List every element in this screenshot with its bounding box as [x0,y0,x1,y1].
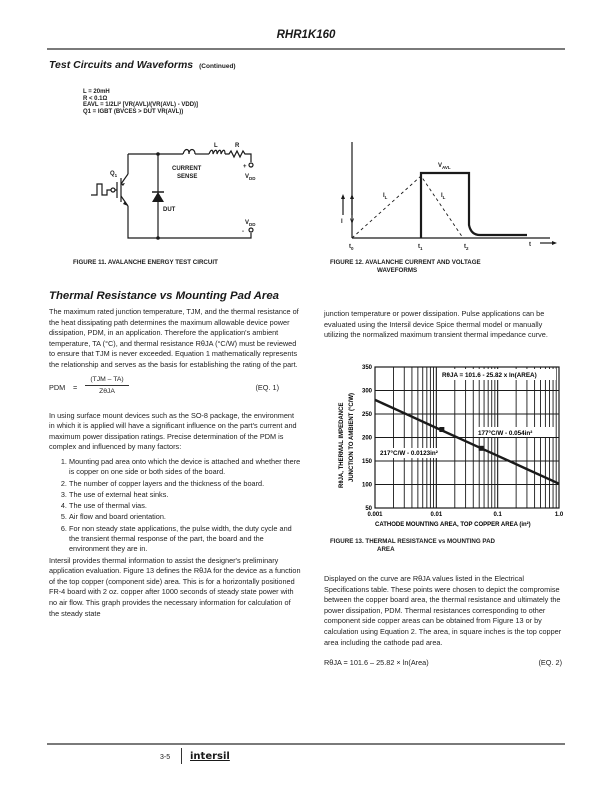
x-axis-label: CATHODE MOUNTING AREA, TOP COPPER AREA (in²) [375,522,531,528]
label-minus: - [242,229,244,235]
figure13-caption: FIGURE 13. THERMAL RESISTANCE vs MOUNTING PAD AREA [330,538,496,553]
x-tick-label: 0.1 [493,512,502,518]
y-axis-label-line1: RθJA, THERMAL IMPEDANCE [339,402,345,488]
data-point-marker [439,427,444,432]
paragraph-surface-mount: In using surface mount devices such as the SO-8 package, the environment in which it is applied will have a significant influence on the part's current and maximum power dissipation ratings. Precise determination of the PDM is complex and influenced by many factors: [49,410,297,452]
resistor-r [225,151,251,162]
param-eavl: EAVL = 1/2LI² [VR(AVL)/(VR(AVL) - VDD)] [83,102,199,109]
series-line-rthja [375,400,559,484]
factors-list [49,457,301,555]
y-axis-label-line2: JUNCTION TO AMBIENT (°C/W) [349,392,355,482]
label-sense: SENSE [177,174,198,180]
chart-grid [375,367,559,508]
figure13-chart [324,360,570,530]
y-tick-label: 200 [361,435,372,442]
label-l: L [214,143,218,149]
label-t2: $t_2$ [464,244,469,251]
y-tick-label: 150 [361,459,372,465]
header-rule [47,48,565,50]
section-title-test-circuits [49,59,236,71]
label-t: t [529,242,531,248]
list-item: 4. The use of thermal vias. [69,501,301,511]
label-v: V [350,219,355,225]
current-sense-coil [183,150,195,155]
list-item: 3. The use of external heat sinks. [69,490,301,500]
circuit-parameters [83,89,198,115]
vdd-plus-terminal [249,163,253,167]
list-item: 1. Mounting pad area onto which the device is attached and whether there is copper on one side or both sides of the board. [69,457,301,478]
label-il-fall: $I_L$ [441,193,446,200]
label-vdd-top: $V_{DD}$ [245,174,256,181]
equation-2: RθJA = 101.6 – 25.82 × ln(Area) (EQ. 2) [324,658,562,667]
list-item: 5. Air flow and board orientation. [69,512,301,522]
label-dut: DUT [163,207,176,213]
label-vavl: $V_{AVL}$ [438,163,451,170]
continued-label: (Continued) [199,63,236,70]
figure11-circuit-diagram [85,138,285,258]
paragraph-pulse: junction temperature or power dissipation. Pulse applications can be evaluated using the Intersil device Spice thermal model or manually utilizing the normalized maximum transient thermal impedance curve. [324,309,548,340]
param-r: R < 0.1Ω [83,95,108,102]
figure12-waveform-diagram [330,140,560,252]
gate-pulse-symbol [91,184,111,195]
equation-1: PDM = (TJM – TA) ZθJA (EQ. 1) [49,375,279,395]
x-tick-label: 0.001 [367,512,383,518]
param-q1: Q1 = IGBT (BVCES > DUT VR(AVL)) [83,108,184,115]
page-number: 3-5 [160,754,171,761]
label-vdd-bottom: $V_{DD}$ [245,220,256,227]
paragraph-displayed: Displayed on the curve are RθJA values listed in the Electrical Specifications table. These points were chosen to depict the compromise between the copper board area, the thermal resistance and ultimately the power dissipation, PDM. Thermal resistances corresponding to other component side copper areas can be obtained from Figure 13 or by calculation using Equation 2. The area, in square inches is the top copper area including the cathode pad area. [324,574,562,647]
label-t0: $t_0$ [349,244,354,251]
label-il-rise: $I_L$ [383,193,388,200]
label-plus: + [243,164,247,170]
label-t1: $t_1$ [418,244,423,251]
figure12-caption: FIGURE 12. AVALANCHE CURRENT AND VOLTAGE WAVEFORMS [330,259,481,274]
x-tick-label: 0.01 [430,512,443,518]
paragraph-intro: The maximum rated junction temperature, TJM, and the thermal resistance of the heat dissipating path determines the maximum allowable device power dissipation, PDM, in an application. Therefore the application's ambient temperature, TA (°C), and thermal resistance RθJA (°C/W) must be reviewed to ensure that TJM is never exceeded. Equation 1 mathematically represents the relationship and serves as the basis for establishing the rating of the part. [49,307,299,369]
y-tick-label: 100 [361,482,372,489]
label-current: CURRENT [172,166,202,172]
y-tick-label: 50 [365,506,372,512]
chart-formula-title: RθJA = 101.6 - 25.82 x ln(AREA) [442,372,537,379]
dut-diode-symbol [152,192,164,202]
data-point-marker [479,446,484,451]
list-item: 2. The number of copper layers and the thickness of the board. [69,479,301,489]
y-tick-label: 350 [361,365,372,371]
param-l: L = 20mH [83,89,110,95]
list-item: 6. For non steady state applications, the pulse width, the duty cycle and the transient thermal response of the part, the board and the environment they are in. [69,524,301,555]
inductor-l [209,150,225,154]
current-waveform [352,176,463,238]
label-i: I [341,219,343,225]
label-q1: $Q_1$ [110,171,118,178]
footer-separator [181,748,182,764]
y-tick-label: 250 [361,412,372,418]
section-title-text: Test Circuits and Waveforms [49,59,194,71]
point-label-177: 177°C/W - 0.054in² [478,430,533,437]
section-title-thermal: Thermal Resistance vs Mounting Pad Area [49,290,279,302]
document-header-title: RHR1K160 [276,29,336,41]
paragraph-intersil: Intersil provides thermal information to assist the designer's preliminary application evaluation. Figure 13 defines the RθJA for the device as a function of the top copper (component side) area. This is for a horizontally positioned FR-4 board with 2 oz. copper after 1000 seconds of steady state power with no air flow. This graph provides the necessary information for calculation of the steady state [49,555,301,618]
y-tick-label: 300 [361,388,372,395]
vdd-minus-terminal [249,228,253,232]
intersil-logo: intersil [190,751,230,762]
x-tick-label: 1.0 [554,512,564,518]
point-label-217: 217°C/W - 0.0123in² [380,450,438,457]
voltage-waveform [421,173,527,238]
footer-rule [47,743,565,745]
label-r: R [235,143,240,149]
figure11-caption: FIGURE 11. AVALANCHE ENERGY TEST CIRCUIT [73,259,218,266]
left-column [49,307,301,619]
